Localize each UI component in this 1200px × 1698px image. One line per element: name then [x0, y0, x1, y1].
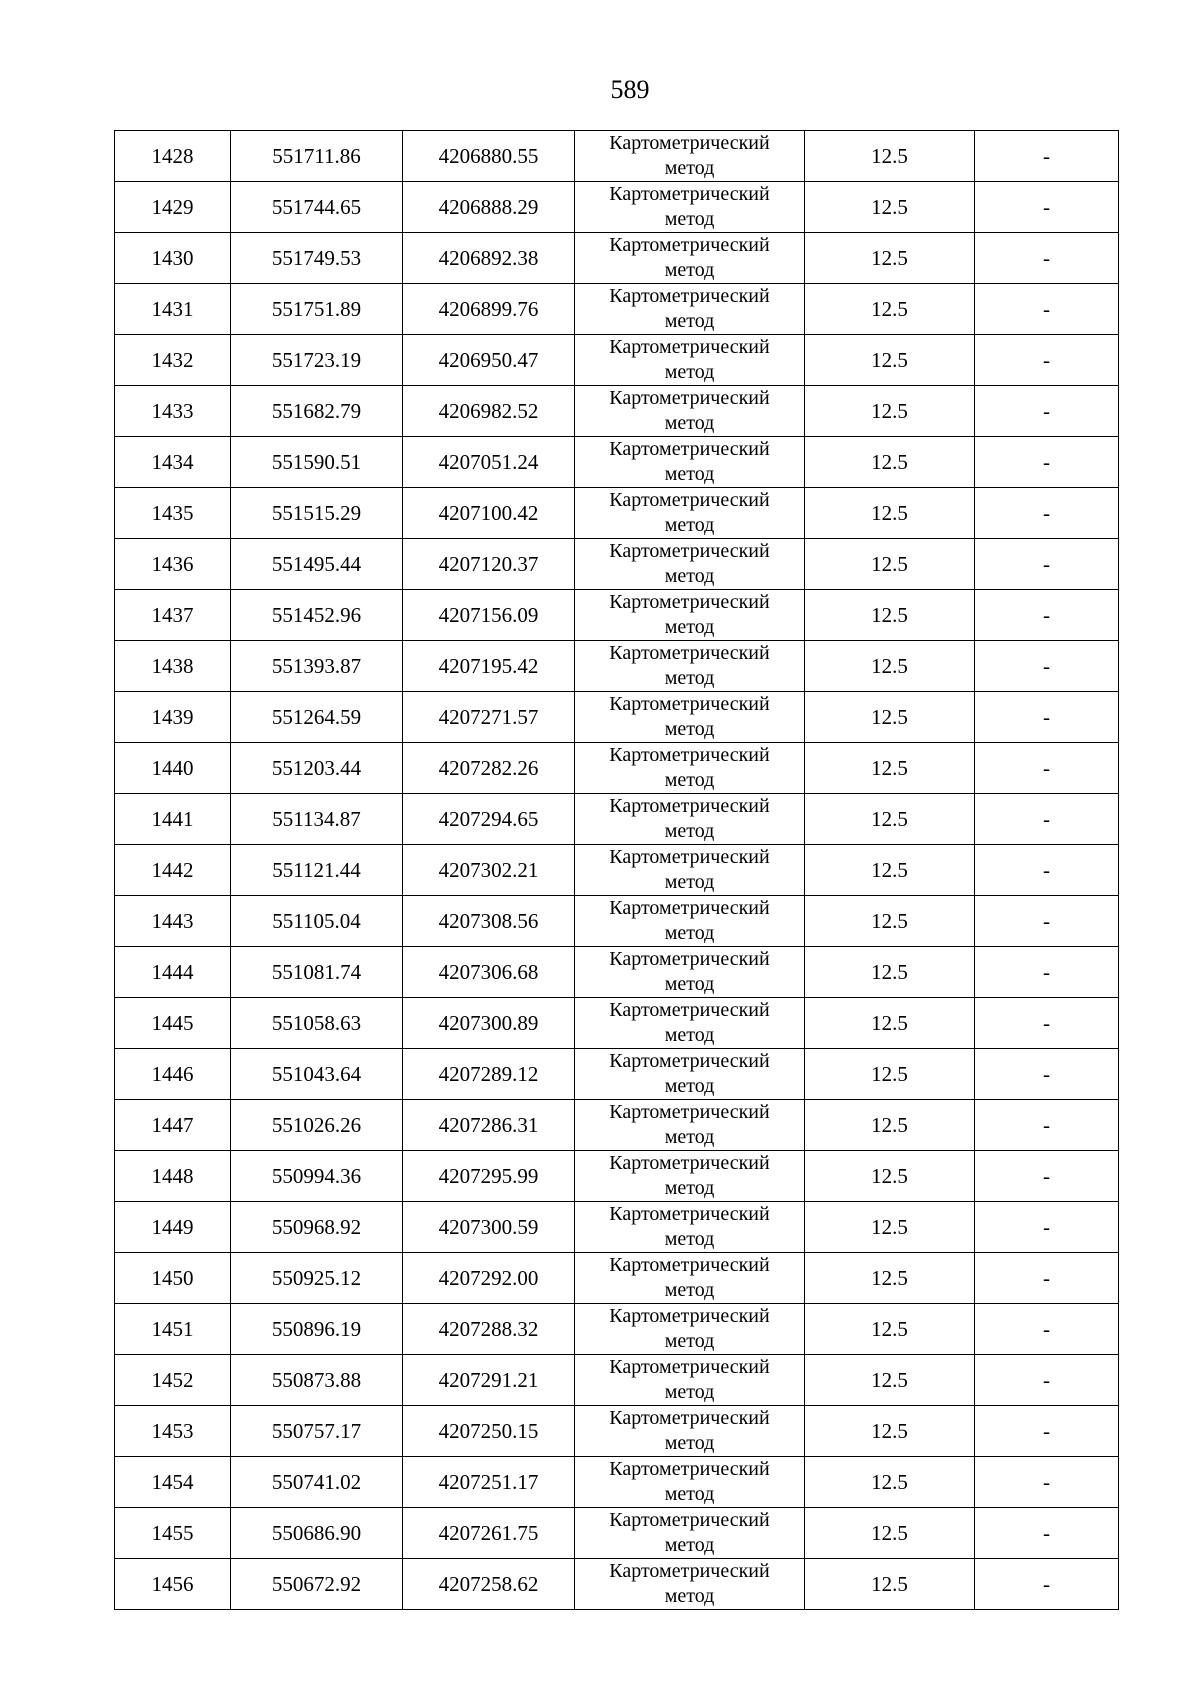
- method-line-2: метод: [664, 871, 715, 893]
- method-line-1: Картометрический: [609, 1356, 770, 1378]
- method-line-2: метод: [664, 1330, 715, 1352]
- accuracy-cell: 12.5: [805, 1508, 975, 1559]
- x-coordinate-cell: 551590.51: [231, 437, 403, 488]
- note-cell: -: [975, 386, 1119, 437]
- point-number-cell: 1450: [115, 1253, 231, 1304]
- method-cell: [575, 1202, 805, 1253]
- accuracy-cell: 12.5: [805, 1559, 975, 1610]
- page-number: 589: [610, 75, 650, 104]
- note-cell: -: [975, 233, 1119, 284]
- method-line-1: Картометрический: [609, 591, 770, 613]
- method-line-2: метод: [664, 1075, 715, 1097]
- x-coordinate-cell: 551058.63: [231, 998, 403, 1049]
- point-number-cell: 1455: [115, 1508, 231, 1559]
- point-number-cell: 1437: [115, 590, 231, 641]
- method-cell: [575, 743, 805, 794]
- method-line-2: метод: [664, 565, 715, 587]
- y-coordinate-cell: 4207300.89: [403, 998, 575, 1049]
- note-cell: -: [975, 1355, 1119, 1406]
- table-row: [115, 1049, 1119, 1100]
- method-line-2: метод: [664, 412, 715, 434]
- point-number-cell: 1440: [115, 743, 231, 794]
- method-line-2: метод: [664, 1534, 715, 1556]
- table-row: [115, 1508, 1119, 1559]
- x-coordinate-cell: 550896.19: [231, 1304, 403, 1355]
- accuracy-cell: 12.5: [805, 488, 975, 539]
- note-cell: -: [975, 794, 1119, 845]
- method-cell: [575, 1049, 805, 1100]
- method-line-1: Картометрический: [609, 285, 770, 307]
- method-line-1: Картометрический: [609, 897, 770, 919]
- x-coordinate-cell: 550686.90: [231, 1508, 403, 1559]
- method-cell: [575, 1457, 805, 1508]
- method-cell: [575, 1508, 805, 1559]
- method-line-1: Картометрический: [609, 183, 770, 205]
- x-coordinate-cell: 551393.87: [231, 641, 403, 692]
- point-number-cell: 1442: [115, 845, 231, 896]
- method-cell: [575, 182, 805, 233]
- note-cell: -: [975, 1508, 1119, 1559]
- y-coordinate-cell: 4207271.57: [403, 692, 575, 743]
- accuracy-cell: 12.5: [805, 1304, 975, 1355]
- table-row: [115, 1457, 1119, 1508]
- table-row: [115, 335, 1119, 386]
- x-coordinate-cell: 551203.44: [231, 743, 403, 794]
- y-coordinate-cell: 4207251.17: [403, 1457, 575, 1508]
- point-number-cell: 1429: [115, 182, 231, 233]
- x-coordinate-cell: 551711.86: [231, 131, 403, 182]
- method-line-2: метод: [664, 973, 715, 995]
- point-number-cell: 1436: [115, 539, 231, 590]
- coordinates-table: [114, 130, 1119, 1610]
- table-row: [115, 437, 1119, 488]
- x-coordinate-cell: 551515.29: [231, 488, 403, 539]
- point-number-cell: 1448: [115, 1151, 231, 1202]
- point-number-cell: 1446: [115, 1049, 231, 1100]
- y-coordinate-cell: 4207195.42: [403, 641, 575, 692]
- method-line-1: Картометрический: [609, 846, 770, 868]
- method-cell: [575, 692, 805, 743]
- accuracy-cell: 12.5: [805, 335, 975, 386]
- table-row: [115, 182, 1119, 233]
- point-number-cell: 1430: [115, 233, 231, 284]
- x-coordinate-cell: 550741.02: [231, 1457, 403, 1508]
- point-number-cell: 1433: [115, 386, 231, 437]
- method-cell: [575, 998, 805, 1049]
- method-line-2: метод: [664, 1024, 715, 1046]
- method-line-1: Картометрический: [609, 336, 770, 358]
- accuracy-cell: 12.5: [805, 1355, 975, 1406]
- point-number-cell: 1428: [115, 131, 231, 182]
- y-coordinate-cell: 4207302.21: [403, 845, 575, 896]
- point-number-cell: 1438: [115, 641, 231, 692]
- point-number-cell: 1432: [115, 335, 231, 386]
- method-line-1: Картометрический: [609, 1254, 770, 1276]
- method-line-1: Картометрический: [609, 795, 770, 817]
- accuracy-cell: 12.5: [805, 1457, 975, 1508]
- accuracy-cell: 12.5: [805, 182, 975, 233]
- point-number-cell: 1435: [115, 488, 231, 539]
- y-coordinate-cell: 4207289.12: [403, 1049, 575, 1100]
- accuracy-cell: 12.5: [805, 794, 975, 845]
- method-line-1: Картометрический: [609, 693, 770, 715]
- point-number-cell: 1444: [115, 947, 231, 998]
- method-line-2: метод: [664, 1432, 715, 1454]
- point-number-cell: 1454: [115, 1457, 231, 1508]
- table-row: [115, 692, 1119, 743]
- note-cell: -: [975, 335, 1119, 386]
- method-line-2: метод: [664, 208, 715, 230]
- x-coordinate-cell: 551026.26: [231, 1100, 403, 1151]
- note-cell: -: [975, 437, 1119, 488]
- point-number-cell: 1443: [115, 896, 231, 947]
- y-coordinate-cell: 4207286.31: [403, 1100, 575, 1151]
- accuracy-cell: 12.5: [805, 1253, 975, 1304]
- note-cell: -: [975, 1406, 1119, 1457]
- note-cell: -: [975, 1457, 1119, 1508]
- table-row: [115, 1355, 1119, 1406]
- accuracy-cell: 12.5: [805, 998, 975, 1049]
- x-coordinate-cell: 551682.79: [231, 386, 403, 437]
- note-cell: -: [975, 539, 1119, 590]
- method-line-2: метод: [664, 769, 715, 791]
- method-line-1: Картометрический: [609, 438, 770, 460]
- method-cell: [575, 233, 805, 284]
- method-line-1: Картометрический: [609, 1050, 770, 1072]
- x-coordinate-cell: 550873.88: [231, 1355, 403, 1406]
- method-cell: [575, 539, 805, 590]
- method-line-2: метод: [664, 1177, 715, 1199]
- table-row: [115, 1151, 1119, 1202]
- y-coordinate-cell: 4207156.09: [403, 590, 575, 641]
- accuracy-cell: 12.5: [805, 1406, 975, 1457]
- y-coordinate-cell: 4207291.21: [403, 1355, 575, 1406]
- point-number-cell: 1452: [115, 1355, 231, 1406]
- method-cell: [575, 386, 805, 437]
- y-coordinate-cell: 4206950.47: [403, 335, 575, 386]
- method-line-2: метод: [664, 1228, 715, 1250]
- y-coordinate-cell: 4206899.76: [403, 284, 575, 335]
- table-row: [115, 998, 1119, 1049]
- method-cell: [575, 1253, 805, 1304]
- table-row: [115, 1100, 1119, 1151]
- method-cell: [575, 794, 805, 845]
- note-cell: -: [975, 284, 1119, 335]
- y-coordinate-cell: 4207292.00: [403, 1253, 575, 1304]
- method-line-1: Картометрический: [609, 234, 770, 256]
- note-cell: -: [975, 1100, 1119, 1151]
- method-line-2: метод: [664, 616, 715, 638]
- y-coordinate-cell: 4207308.56: [403, 896, 575, 947]
- method-line-1: Картометрический: [609, 1203, 770, 1225]
- note-cell: -: [975, 947, 1119, 998]
- table-row: [115, 845, 1119, 896]
- table-row: [115, 539, 1119, 590]
- accuracy-cell: 12.5: [805, 284, 975, 335]
- method-line-1: Картометрический: [609, 387, 770, 409]
- y-coordinate-cell: 4206888.29: [403, 182, 575, 233]
- method-line-2: метод: [664, 514, 715, 536]
- note-cell: -: [975, 131, 1119, 182]
- table-row: [115, 131, 1119, 182]
- table-row: [115, 1253, 1119, 1304]
- y-coordinate-cell: 4207120.37: [403, 539, 575, 590]
- accuracy-cell: 12.5: [805, 641, 975, 692]
- method-cell: [575, 488, 805, 539]
- y-coordinate-cell: 4207261.75: [403, 1508, 575, 1559]
- x-coordinate-cell: 551495.44: [231, 539, 403, 590]
- x-coordinate-cell: 550672.92: [231, 1559, 403, 1610]
- accuracy-cell: 12.5: [805, 233, 975, 284]
- table-row: [115, 284, 1119, 335]
- method-line-1: Картометрический: [609, 744, 770, 766]
- method-cell: [575, 1151, 805, 1202]
- accuracy-cell: 12.5: [805, 1202, 975, 1253]
- table-row: [115, 1304, 1119, 1355]
- note-cell: -: [975, 743, 1119, 794]
- y-coordinate-cell: 4207282.26: [403, 743, 575, 794]
- method-line-2: метод: [664, 820, 715, 842]
- x-coordinate-cell: 551749.53: [231, 233, 403, 284]
- y-coordinate-cell: 4207288.32: [403, 1304, 575, 1355]
- method-line-2: метод: [664, 157, 715, 179]
- method-cell: [575, 1355, 805, 1406]
- method-cell: [575, 1304, 805, 1355]
- accuracy-cell: 12.5: [805, 1049, 975, 1100]
- accuracy-cell: 12.5: [805, 947, 975, 998]
- table-row: [115, 1202, 1119, 1253]
- method-line-1: Картометрический: [609, 1458, 770, 1480]
- x-coordinate-cell: 551264.59: [231, 692, 403, 743]
- method-cell: [575, 845, 805, 896]
- y-coordinate-cell: 4207306.68: [403, 947, 575, 998]
- accuracy-cell: 12.5: [805, 590, 975, 641]
- y-coordinate-cell: 4207250.15: [403, 1406, 575, 1457]
- table-row: [115, 590, 1119, 641]
- note-cell: -: [975, 590, 1119, 641]
- note-cell: -: [975, 1151, 1119, 1202]
- method-cell: [575, 947, 805, 998]
- note-cell: -: [975, 488, 1119, 539]
- x-coordinate-cell: 551043.64: [231, 1049, 403, 1100]
- note-cell: -: [975, 998, 1119, 1049]
- method-line-1: Картометрический: [609, 999, 770, 1021]
- table-row: [115, 386, 1119, 437]
- method-line-1: Картометрический: [609, 1101, 770, 1123]
- note-cell: -: [975, 1304, 1119, 1355]
- method-line-2: метод: [664, 1483, 715, 1505]
- note-cell: -: [975, 1253, 1119, 1304]
- point-number-cell: 1434: [115, 437, 231, 488]
- method-line-1: Картометрический: [609, 1305, 770, 1327]
- table-row: [115, 488, 1119, 539]
- method-line-2: метод: [664, 259, 715, 281]
- y-coordinate-cell: 4206880.55: [403, 131, 575, 182]
- point-number-cell: 1447: [115, 1100, 231, 1151]
- y-coordinate-cell: 4206982.52: [403, 386, 575, 437]
- method-cell: [575, 335, 805, 386]
- method-cell: [575, 1100, 805, 1151]
- method-line-1: Картометрический: [609, 1509, 770, 1531]
- method-line-2: метод: [664, 1585, 715, 1607]
- point-number-cell: 1441: [115, 794, 231, 845]
- accuracy-cell: 12.5: [805, 539, 975, 590]
- y-coordinate-cell: 4207258.62: [403, 1559, 575, 1610]
- x-coordinate-cell: 550925.12: [231, 1253, 403, 1304]
- accuracy-cell: 12.5: [805, 896, 975, 947]
- accuracy-cell: 12.5: [805, 1100, 975, 1151]
- note-cell: -: [975, 692, 1119, 743]
- accuracy-cell: 12.5: [805, 131, 975, 182]
- x-coordinate-cell: 551121.44: [231, 845, 403, 896]
- method-line-1: Картометрический: [609, 132, 770, 154]
- method-line-2: метод: [664, 922, 715, 944]
- note-cell: -: [975, 1559, 1119, 1610]
- point-number-cell: 1453: [115, 1406, 231, 1457]
- method-line-1: Картометрический: [609, 1152, 770, 1174]
- accuracy-cell: 12.5: [805, 437, 975, 488]
- table-row: [115, 1559, 1119, 1610]
- method-line-1: Картометрический: [609, 948, 770, 970]
- y-coordinate-cell: 4207300.59: [403, 1202, 575, 1253]
- point-number-cell: 1451: [115, 1304, 231, 1355]
- x-coordinate-cell: 551452.96: [231, 590, 403, 641]
- accuracy-cell: 12.5: [805, 386, 975, 437]
- method-line-2: метод: [664, 667, 715, 689]
- y-coordinate-cell: 4207100.42: [403, 488, 575, 539]
- table-row: [115, 743, 1119, 794]
- point-number-cell: 1445: [115, 998, 231, 1049]
- method-line-1: Картометрический: [609, 642, 770, 664]
- method-cell: [575, 896, 805, 947]
- x-coordinate-cell: 550757.17: [231, 1406, 403, 1457]
- table-row: [115, 896, 1119, 947]
- method-line-1: Картометрический: [609, 489, 770, 511]
- table-row: [115, 1406, 1119, 1457]
- coordinates-table-body: [115, 131, 1119, 1610]
- method-line-2: метод: [664, 463, 715, 485]
- y-coordinate-cell: 4207294.65: [403, 794, 575, 845]
- note-cell: -: [975, 182, 1119, 233]
- point-number-cell: 1439: [115, 692, 231, 743]
- method-line-1: Картометрический: [609, 1407, 770, 1429]
- table-row: [115, 794, 1119, 845]
- note-cell: -: [975, 1049, 1119, 1100]
- note-cell: -: [975, 845, 1119, 896]
- accuracy-cell: 12.5: [805, 845, 975, 896]
- y-coordinate-cell: 4207295.99: [403, 1151, 575, 1202]
- method-cell: [575, 131, 805, 182]
- y-coordinate-cell: 4206892.38: [403, 233, 575, 284]
- x-coordinate-cell: 551134.87: [231, 794, 403, 845]
- accuracy-cell: 12.5: [805, 692, 975, 743]
- method-cell: [575, 1559, 805, 1610]
- x-coordinate-cell: 550994.36: [231, 1151, 403, 1202]
- method-line-2: метод: [664, 1279, 715, 1301]
- table-row: [115, 641, 1119, 692]
- table-row: [115, 233, 1119, 284]
- point-number-cell: 1431: [115, 284, 231, 335]
- x-coordinate-cell: 551723.19: [231, 335, 403, 386]
- x-coordinate-cell: 550968.92: [231, 1202, 403, 1253]
- method-line-2: метод: [664, 1381, 715, 1403]
- method-line-2: метод: [664, 718, 715, 740]
- method-line-1: Картометрический: [609, 540, 770, 562]
- method-line-2: метод: [664, 1126, 715, 1148]
- method-cell: [575, 1406, 805, 1457]
- table-row: [115, 947, 1119, 998]
- x-coordinate-cell: 551744.65: [231, 182, 403, 233]
- x-coordinate-cell: 551751.89: [231, 284, 403, 335]
- method-cell: [575, 590, 805, 641]
- method-cell: [575, 284, 805, 335]
- note-cell: -: [975, 641, 1119, 692]
- method-line-2: метод: [664, 310, 715, 332]
- y-coordinate-cell: 4207051.24: [403, 437, 575, 488]
- x-coordinate-cell: 551081.74: [231, 947, 403, 998]
- note-cell: -: [975, 1202, 1119, 1253]
- point-number-cell: 1456: [115, 1559, 231, 1610]
- method-cell: [575, 437, 805, 488]
- method-line-2: метод: [664, 361, 715, 383]
- accuracy-cell: 12.5: [805, 1151, 975, 1202]
- point-number-cell: 1449: [115, 1202, 231, 1253]
- method-line-1: Картометрический: [609, 1560, 770, 1582]
- accuracy-cell: 12.5: [805, 743, 975, 794]
- note-cell: -: [975, 896, 1119, 947]
- x-coordinate-cell: 551105.04: [231, 896, 403, 947]
- method-cell: [575, 641, 805, 692]
